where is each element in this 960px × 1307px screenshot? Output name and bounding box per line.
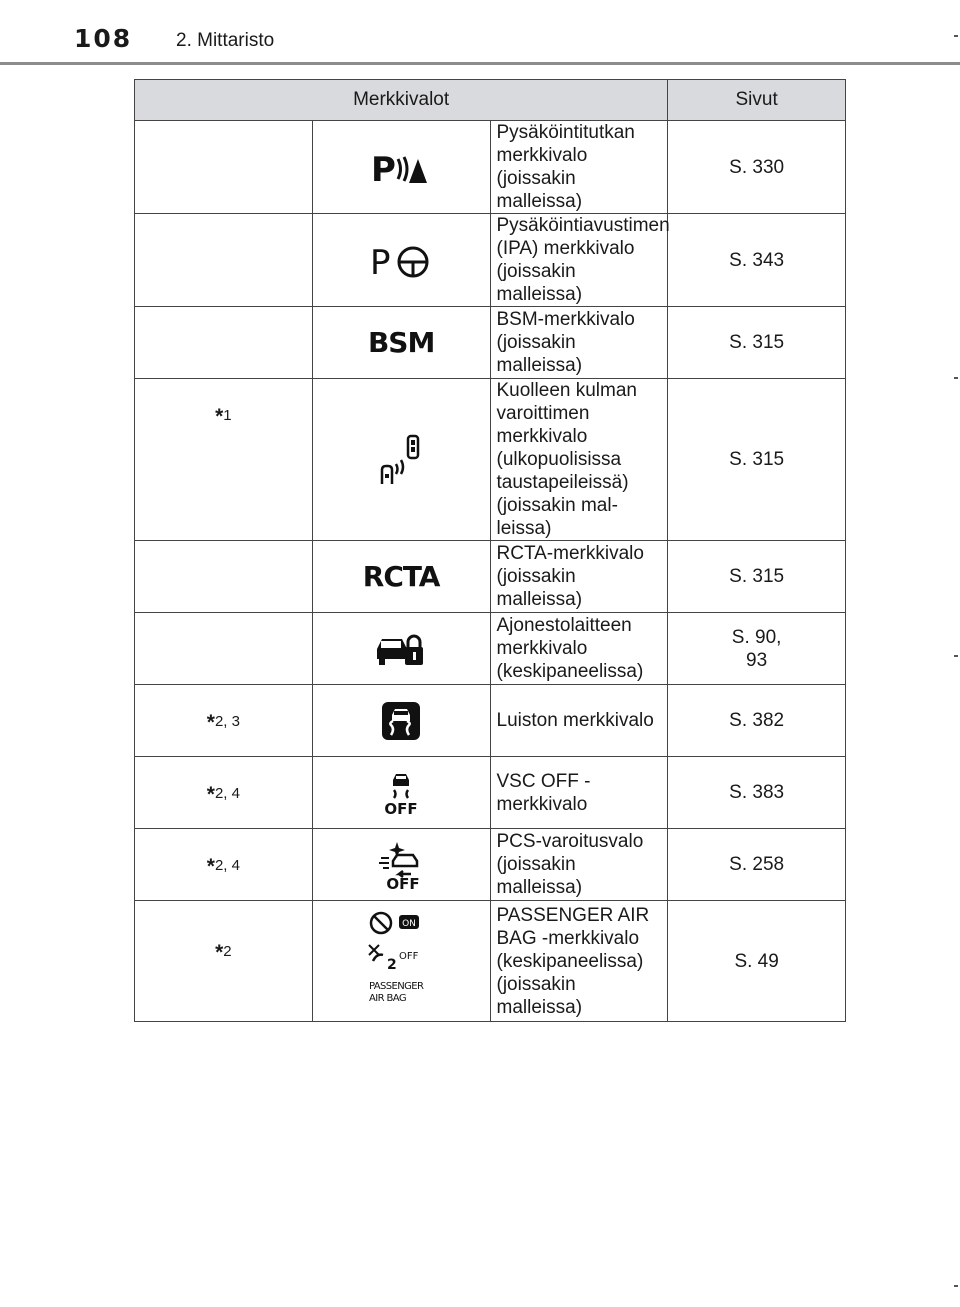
- page-reference: S. 330: [668, 121, 846, 214]
- page-reference: S. 315: [668, 307, 846, 379]
- icon-cell: [312, 379, 490, 541]
- page-reference: S. 343: [668, 214, 846, 307]
- page-number: 108: [74, 24, 133, 53]
- svg-text:2: 2: [387, 957, 397, 973]
- description: RCTA-merkkivalo (joissakin malleissa): [490, 541, 668, 613]
- icon-cell: [312, 901, 490, 1022]
- page-reference: S. 315: [668, 379, 846, 541]
- description: PCS-varoitusvalo (joissakin malleissa): [490, 829, 668, 901]
- table-row: [135, 541, 846, 613]
- icon-cell: [312, 121, 490, 214]
- footnote-cell: [135, 757, 313, 829]
- header-rule: [0, 62, 960, 65]
- page-reference: S. 315: [668, 541, 846, 613]
- footnote-cell: [135, 901, 313, 1022]
- airbag-label: AIR BAG: [369, 993, 407, 1004]
- footnote-cell: [135, 307, 313, 379]
- section-title: 2. Mittaristo: [176, 30, 275, 51]
- footnote-cell: [135, 379, 313, 541]
- footnote-cell: [135, 214, 313, 307]
- table-row: [135, 757, 846, 829]
- page-reference: S. 383: [668, 757, 846, 829]
- parking-sensor-icon: [371, 147, 431, 187]
- svg-text:P: P: [370, 243, 391, 280]
- edge-tick: [954, 35, 958, 37]
- icon-cell: [312, 613, 490, 685]
- vsc-off-icon: [379, 770, 423, 816]
- table-row: [135, 307, 846, 379]
- footnote-marker: *2, 3: [206, 711, 240, 734]
- page-reference: S. 49: [668, 901, 846, 1022]
- edge-tick: [954, 377, 958, 379]
- description: Kuolleen kulman varoittimen merkkivalo (ulkopuolisissa taustapeileissä) (joissakin mal- leissa): [490, 379, 668, 541]
- description: BSM-merkkivalo (joissakin malleissa): [490, 307, 668, 379]
- description: Luiston merkkivalo: [490, 685, 668, 757]
- description: Pysäköintiavustimen (IPA) merkkivalo (joissakin malleissa): [490, 214, 668, 307]
- page-reference: S. 258: [668, 829, 846, 901]
- table-row: [135, 121, 846, 214]
- table-row: [135, 613, 846, 685]
- blind-spot-mirror-icon: [378, 434, 424, 486]
- page-reference: S. 90, 93: [668, 613, 846, 685]
- passenger-airbag-icon: [365, 911, 437, 1011]
- passenger-label: PASSENGER: [369, 981, 424, 992]
- pcs-warning-icon: [377, 840, 425, 890]
- icon-cell: [312, 541, 490, 613]
- footnote-cell: [135, 829, 313, 901]
- footnote-marker: *2, 4: [206, 855, 240, 878]
- table-header-row: [135, 80, 846, 121]
- off-label: OFF: [384, 799, 418, 816]
- svg-text:P: P: [371, 150, 397, 187]
- footnote-marker: *2: [215, 941, 232, 964]
- column-header-pages: Sivut: [668, 80, 846, 121]
- table-row: [135, 901, 846, 1022]
- page-reference: S. 382: [668, 685, 846, 757]
- description: Pysäköintitutkan merkkivalo (joissakin malleissa): [490, 121, 668, 214]
- icon-cell: [312, 829, 490, 901]
- footnote-cell: [135, 685, 313, 757]
- rcta-icon: RCTA: [362, 560, 440, 593]
- skid-icon: [381, 701, 421, 741]
- description: VSC OFF -merkkivalo: [490, 757, 668, 829]
- description: Ajonestolaitteen merkkivalo (keskipaneelissa): [490, 613, 668, 685]
- icon-cell: [312, 757, 490, 829]
- description: PASSENGER AIR BAG -merkkivalo (keskipaneelissa) (joissakin malleissa): [490, 901, 668, 1022]
- footnote-marker: *1: [215, 405, 232, 428]
- bsm-icon: BSM: [367, 326, 435, 359]
- icon-cell: [312, 214, 490, 307]
- off-label: OFF: [386, 874, 420, 890]
- parking-assist-ipa-icon: [370, 240, 432, 280]
- table-row: [135, 829, 846, 901]
- indicator-table: [134, 79, 846, 1022]
- edge-tick: [954, 655, 958, 657]
- footnote-cell: [135, 541, 313, 613]
- on-label: ON: [402, 919, 417, 929]
- icon-cell: [312, 307, 490, 379]
- off-label: OFF: [399, 951, 419, 962]
- footnote-marker: *2, 4: [206, 783, 240, 806]
- footnote-cell: [135, 613, 313, 685]
- edge-tick: [954, 1285, 958, 1287]
- table-row: [135, 379, 846, 541]
- immobilizer-car-lock-icon: [375, 629, 427, 669]
- column-header-indicators: Merkkivalot: [135, 80, 668, 121]
- table-row: [135, 214, 846, 307]
- icon-cell: [312, 685, 490, 757]
- table-row: [135, 685, 846, 757]
- footnote-cell: [135, 121, 313, 214]
